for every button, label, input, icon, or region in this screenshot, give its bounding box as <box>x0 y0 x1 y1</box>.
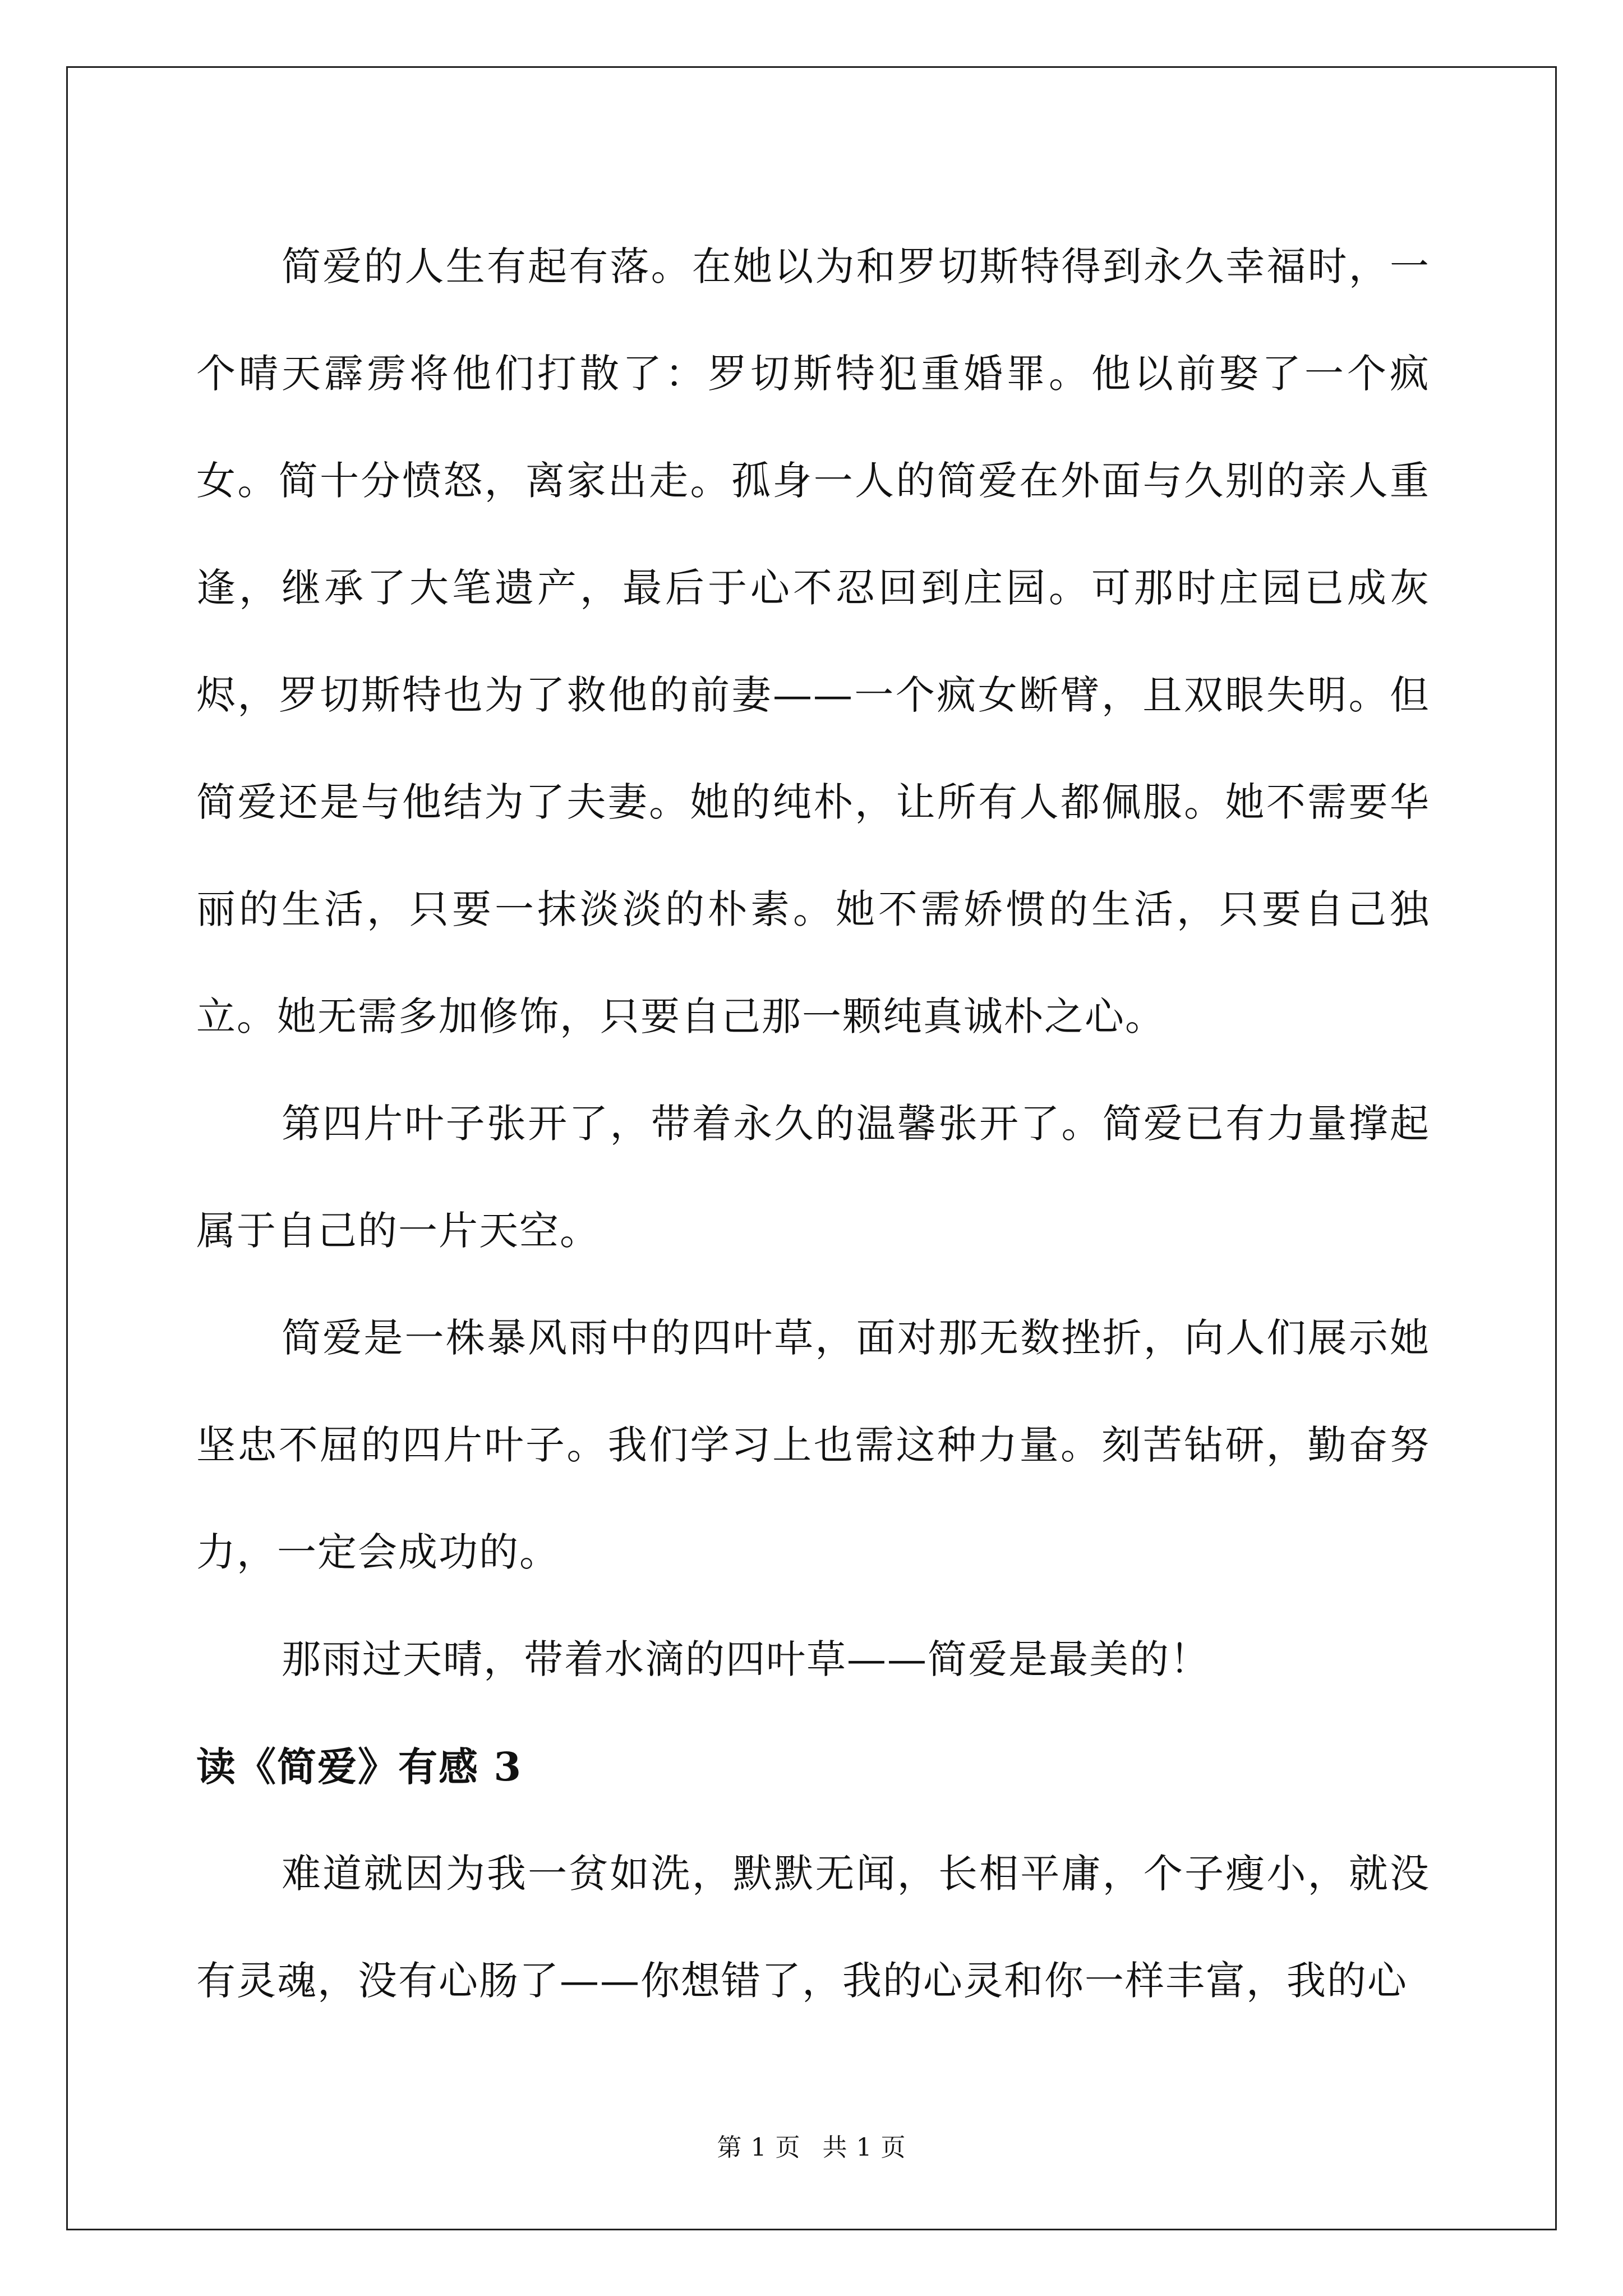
paragraph-1: 简爱的人生有起有落。在她以为和罗切斯特得到永久幸福时，一个晴天霹雳将他们打散了：罗切斯特犯重婚罪。他以前娶了一个疯女。简十分愤怒，离家出走。孤身一人的简爱在外面与久别的亲人重逢，继承了大笔遗产，最后于心不忍回到庄园。可那时庄园已成灰烬，罗切斯特也为了救他的前妻——一个疯女断臂，且双眼失明。但简爱还是与他结为了夫妻。她的纯朴，让所有人都佩服。她不需要华丽的生活，只要一抹淡淡的朴素。她不需娇惯的生活，只要自己独立。她无需多加修饰，只要自己那一颗纯真诚朴之心。 <box>196 243 1430 1039</box>
paragraph-3: 简爱是一株暴风雨中的四叶草，面对那无数挫折，向人们展示她坚忠不屈的四片叶子。我们学习上也需这种力量。刻苦钻研，勤奋努力，一定会成功的。 <box>196 1315 1430 1575</box>
page-number-current: 第 1 页 <box>717 2133 801 2162</box>
document-body <box>196 213 1430 2035</box>
section-heading: 读《简爱》有感 3 <box>196 1743 523 1790</box>
page-footer <box>0 2127 1623 2163</box>
section-paragraph: 难道就因为我一贫如洗，默默无闻，长相平庸，个子瘦小，就没有灵魂，没有心肠了——你想错了，我的心灵和你一样丰富，我的心 <box>196 1851 1430 2004</box>
paragraph-2: 第四片叶子张开了，带着永久的温馨张开了。简爱已有力量撑起属于自己的一片天空。 <box>196 1101 1430 1254</box>
paragraph-4: 那雨过天晴，带着水滴的四叶草——简爱是最美的！ <box>282 1636 1210 1682</box>
page-number-total: 共 1 页 <box>822 2133 906 2162</box>
